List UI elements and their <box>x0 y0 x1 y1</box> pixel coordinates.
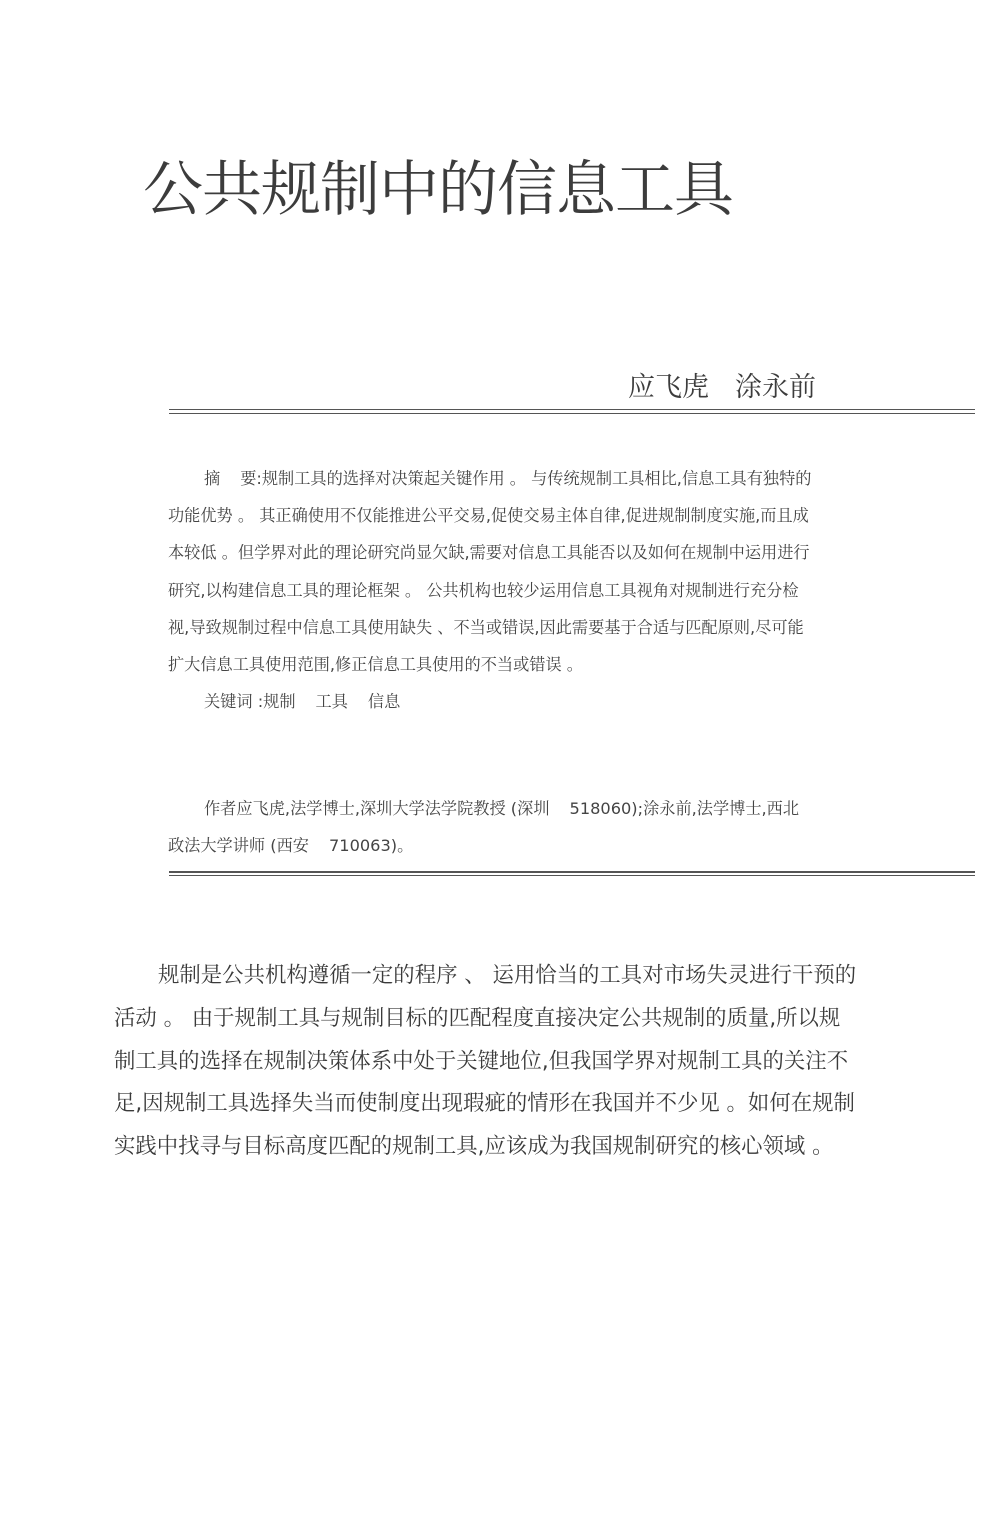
author-name: 涂永前 <box>735 372 816 403</box>
author-note-text: 710063)。 <box>328 836 414 856</box>
author-note-text: 作者应飞虎,法学博士,深圳大学法学院教授 (深圳 <box>204 799 550 818</box>
keywords-label: 关键词 : <box>204 692 264 712</box>
footer-rule <box>169 871 975 876</box>
body-section <box>114 955 859 1169</box>
author-line <box>560 368 816 408</box>
abstract-text: :规制工具的选择对决策起关键作用 。 与传统规制工具相比,信息工具有独特的功能优势 。 其正确使用不仅能推进公平交易,促使交易主体自律,促进规制制度实施,而且成本较低 。但学界对此的理论研究尚显欠缺,需要对信息工具能否以及如何在规制中运用进行研究,以构建信息工具的理论框架 。 公共机构也较少运用信息工具视角对规制进行充分检视,导致规制过程中信息工具使用缺失 、不当或错误,因此需要基于合适与匹配原则,尽可能扩大信息工具使用范围,修正信息工具使用的不当或错误 。 <box>168 469 812 675</box>
abstract-block <box>168 460 812 720</box>
article-title: 公共规制中的信息工具 <box>143 155 733 225</box>
keyword: 信息 <box>367 692 401 712</box>
keyword: 工具 <box>315 692 348 712</box>
abstract-paragraph <box>168 460 812 683</box>
header-rule <box>169 409 975 414</box>
abstract-label: 摘 <box>204 469 221 488</box>
author-note <box>168 790 812 864</box>
keyword: 规制 <box>263 692 296 712</box>
keywords-line <box>168 683 812 720</box>
abstract-label: 要 <box>240 469 257 488</box>
body-paragraph: 规制是公共机构遵循一定的程序 、 运用恰当的工具对市场失灵进行干预的活动 。 由于规制工具与规制目标的匹配程度直接决定公共规制的质量,所以规制工具的选择在规制决策体系中处于关键地位,但我国学界对规制工具的关注不足,因规制工具选择失当而使制度出现瑕疵的情形在我国并不少见 。如何在规制实践中找寻与目标高度匹配的规制工具,应该成为我国规制研究的核心领域 。 <box>114 963 857 1160</box>
author-name: 应飞虎 <box>628 372 709 403</box>
author-note-text: 518060);涂永前,法学博士,西北政法大学讲师 (西安 <box>168 799 800 856</box>
author-note-paragraph <box>168 790 812 864</box>
